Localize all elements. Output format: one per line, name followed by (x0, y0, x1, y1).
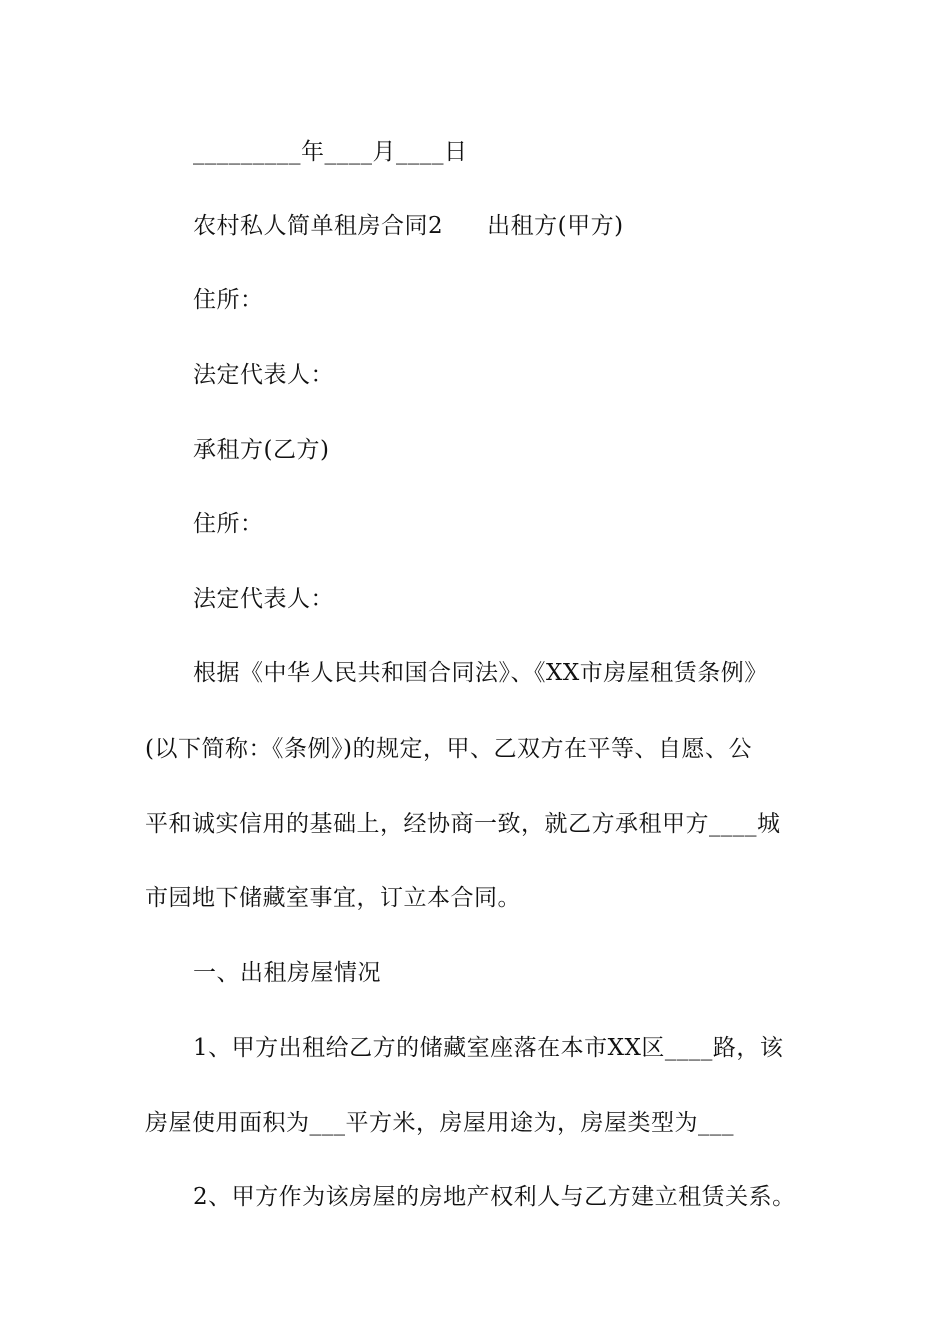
date-line: _________年____月____日 (193, 139, 468, 165)
section-1-heading: 一、出租房屋情况 (193, 960, 381, 986)
contract-title: 农村私人简单租房合同2 (193, 213, 444, 239)
item-2-line-1: 2、甲方作为该房屋的房地产权利人与乙方建立租赁关系。 (193, 1184, 796, 1210)
lessee-representative: 法定代表人： (193, 586, 334, 612)
lessor-label: 出租方(甲方) (487, 213, 624, 239)
lessee-address: 住所： (193, 511, 264, 537)
paragraph-1-line-1: 根据《中华人民共和国合同法》、《XX市房屋租赁条例》 (193, 660, 768, 686)
paragraph-1-line-2: (以下简称：《条例》)的规定，甲、乙双方在平等、自愿、公 (145, 736, 752, 762)
item-1-line-2: 房屋使用面积为___平方米，房屋用途为，房屋类型为___ (145, 1110, 734, 1136)
lessor-representative: 法定代表人： (193, 362, 334, 388)
paragraph-1-line-4: 市园地下储藏室事宜，订立本合同。 (145, 885, 521, 911)
item-1-line-1: 1、甲方出租给乙方的储藏室座落在本市XX区____路，该 (193, 1035, 784, 1061)
paragraph-1-line-3: 平和诚实信用的基础上，经协商一致，就乙方承租甲方____城 (145, 811, 781, 837)
title-line (193, 211, 810, 241)
lessee-label: 承租方(乙方) (193, 437, 330, 463)
lessor-address: 住所： (193, 287, 264, 313)
